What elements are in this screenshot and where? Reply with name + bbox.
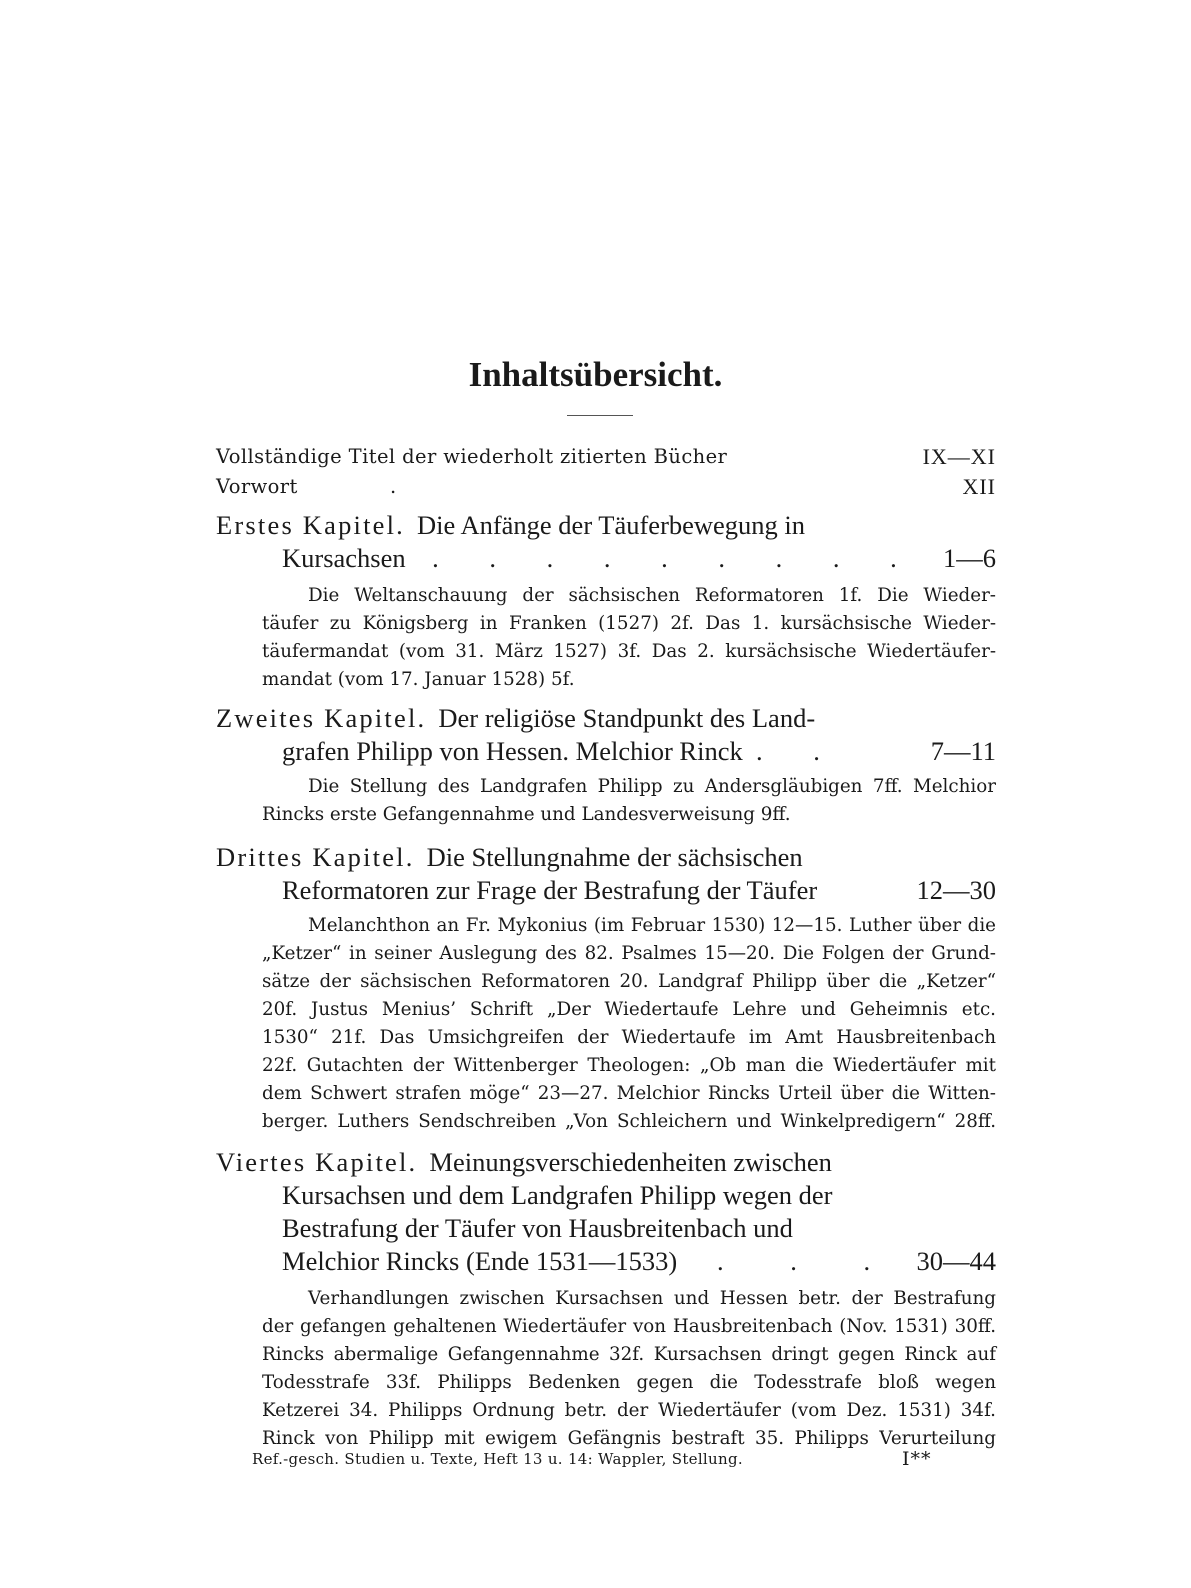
summary-line: Die Stellung des Landgrafen Philipp zu Andersgläubigen 7ff. Melchior [308, 776, 996, 797]
front-entry-titles [216, 442, 996, 472]
summary-line: täufermandat (vom 31. März 1527) 3f. Das 2. kursächsische Wiedertäufer- [262, 641, 996, 662]
summary-line: mandat (vom 17. Januar 1528) 5f. [262, 669, 575, 690]
summary-line: sätze der sächsischen Reformatoren 20. Landgraf Philipp über die „Ketzer“ [262, 971, 996, 992]
chapter-number: Drittes Kapitel. [216, 842, 415, 872]
chapter-1-heading [216, 509, 996, 575]
signature-mark: I** [902, 1448, 932, 1470]
summary-line: berger. Luthers Sendschreiben „Von Schleichern und Winkelpredigern“ 28ff. [262, 1111, 996, 1132]
chapter-title-cont: Kursachsen und dem Landgrafen Philipp wegen der [282, 1180, 833, 1210]
chapter-1-summary [262, 582, 996, 694]
chapter-number: Zweites Kapitel. [216, 703, 427, 733]
page-title: Inhaltsübersicht. [468, 355, 723, 394]
chapter-title-cont: Bestrafung der Täufer von Hausbreitenbach und [282, 1213, 793, 1243]
chapter-2-heading [216, 702, 996, 768]
summary-line: Rincks erste Gefangennahme und Landesverweisung 9ff. [262, 804, 791, 825]
leader-dots: . . [755, 736, 842, 766]
summary-line: der gefangen gehaltenen Wiedertäufer von Hausbreitenbach (Nov. 1531) 30ff. [262, 1316, 996, 1337]
front-entry-pages: IX—XI [922, 444, 996, 469]
chapter-pages: 30—44 [916, 1246, 996, 1276]
summary-line: Ketzerei 34. Philipps Ordnung betr. der Wiedertäufer (vom Dez. 1531) 34f. [262, 1400, 996, 1421]
front-entry-pages: XII [962, 474, 996, 499]
summary-line: Die Weltanschauung der sächsischen Reformatoren 1f. Die Wieder- [308, 585, 996, 606]
chapter-4-heading [216, 1146, 996, 1278]
leader-dots: . . . . . . . . . [432, 543, 919, 573]
front-entry-dot: . [390, 475, 397, 498]
chapter-pages: 7—11 [930, 736, 996, 766]
summary-line: 22f. Gutachten der Wittenberger Theologen: „Ob man die Wiedertäufer mit [262, 1055, 996, 1076]
chapter-title: Der religiöse Standpunkt des Land- [438, 703, 816, 733]
summary-line: Verhandlungen zwischen Kursachsen und Hessen betr. der Bestrafung [308, 1288, 996, 1309]
summary-line: Melanchthon an Fr. Mykonius (im Februar 1530) 12—15. Luther über die [308, 915, 996, 936]
chapter-number: Viertes Kapitel. [216, 1147, 418, 1177]
chapter-title: Die Stellungnahme der sächsischen [426, 842, 803, 872]
front-entry-label: Vorwort [216, 475, 298, 498]
chapter-3-heading [216, 841, 996, 907]
summary-line: Todesstrafe 33f. Philipps Bedenken gegen die Todesstrafe bloß wegen [262, 1372, 996, 1393]
summary-line: 20f. Justus Menius’ Schrift „Der Wiedertaufe Lehre und Geheimnis etc. [262, 999, 996, 1020]
chapter-title: Die Anfänge der Täuferbewegung in [417, 510, 806, 540]
summary-line: täufer zu Königsberg in Franken (1527) 2f. Das 1. kursächsische Wieder- [262, 613, 996, 634]
chapter-2-summary [262, 773, 996, 829]
chapter-pages: 1—6 [943, 543, 996, 573]
leader-dots: . . . [716, 1246, 901, 1276]
chapter-3-summary [262, 912, 996, 1136]
chapter-pages: 12—30 [916, 875, 996, 905]
chapter-title-cont: grafen Philipp von Hessen. Melchior Rinck [282, 736, 743, 766]
summary-line: 1530“ 21f. Das Umsichgreifen der Wiedertaufe im Amt Hausbreitenbach [262, 1027, 996, 1048]
chapter-4-summary [262, 1285, 996, 1453]
chapter-number: Erstes Kapitel. [216, 510, 406, 540]
front-entry-label: Vollständige Titel der wiederholt zitierten Bücher [216, 445, 728, 468]
title-rule [567, 415, 633, 416]
summary-line: „Ketzer“ in seiner Auslegung des 82. Psalmes 15—20. Die Folgen der Grund- [262, 943, 996, 964]
chapter-title-cont: Reformatoren zur Frage der Bestrafung der Täufer [282, 875, 818, 905]
chapter-title: Meinungsverschiedenheiten zwischen [429, 1147, 832, 1177]
chapter-title-cont: Kursachsen [282, 543, 406, 573]
page-footer [252, 1450, 952, 1468]
summary-line: Rincks abermalige Gefangennahme 32f. Kursachsen dringt gegen Rinck auf [262, 1344, 996, 1365]
front-entry-vorwort [216, 472, 996, 502]
summary-line: Rinck von Philipp mit ewigem Gefängnis bestraft 35. Philipps Verurteilung [262, 1428, 996, 1449]
footer-citation: Ref.-gesch. Studien u. Texte, Heft 13 u. 14: Wappler, Stellung. [252, 1450, 743, 1468]
summary-line: dem Schwert strafen möge“ 23—27. Melchior Rincks Urteil über die Witten- [262, 1083, 996, 1104]
chapter-title-cont: Melchior Rincks (Ende 1531—1533) [282, 1246, 678, 1276]
